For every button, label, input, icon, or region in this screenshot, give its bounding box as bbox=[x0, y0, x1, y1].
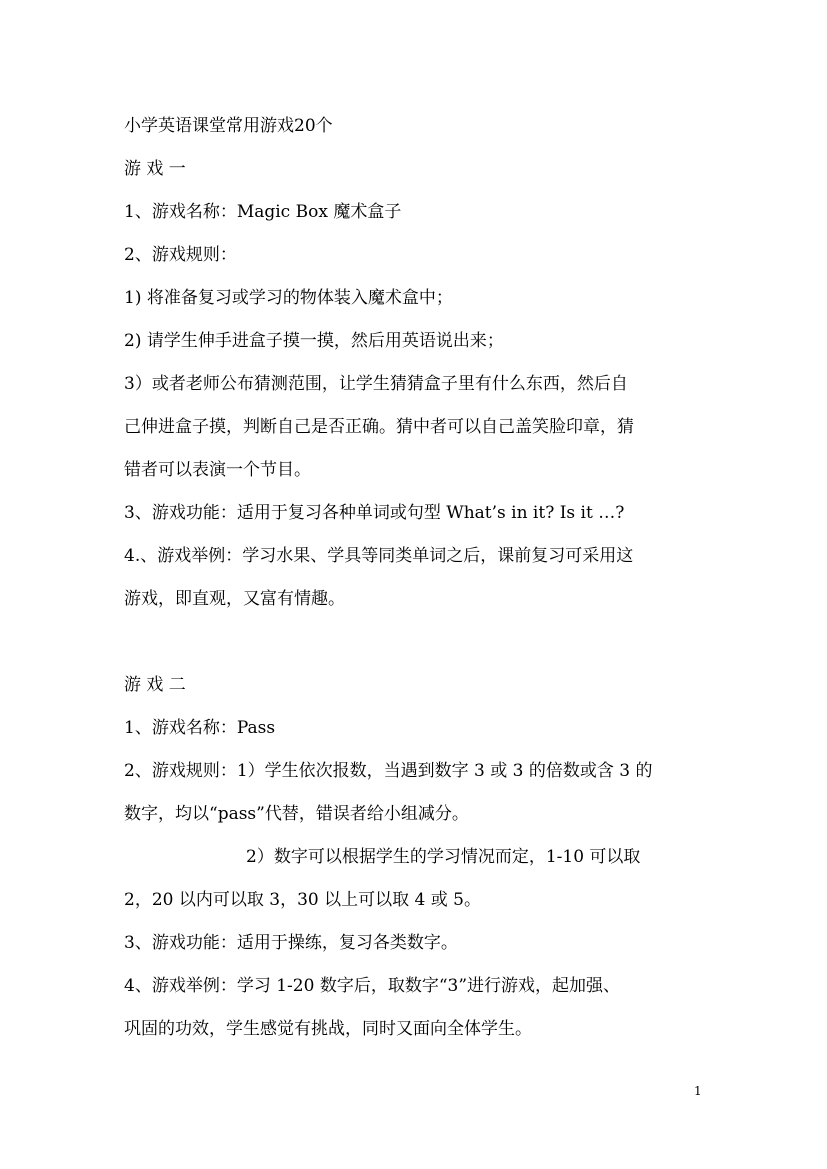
game2-function: 3、游戏功能：适用于操练，复习各类数字。 bbox=[124, 933, 458, 953]
game1-example-line-2: 游戏，即直观，又富有情趣。 bbox=[124, 589, 345, 609]
document-title: 小学英语课堂常用游戏20个 bbox=[124, 116, 333, 136]
game2-example-line-2: 巩固的功效，学生感觉有挑战，同时又面向全体学生。 bbox=[124, 1019, 532, 1039]
game1-rule-3-line-2: 己伸进盒子摸，判断自己是否正确。猜中者可以自己盖笑脸印章，猜 bbox=[124, 417, 634, 437]
game1-rule-3-line-1: 3）或者老师公布猜测范围，让学生猜猜盒子里有什么东西，然后自 bbox=[124, 374, 628, 394]
game2-heading: 游 戏 二 bbox=[124, 675, 186, 695]
game2-rules-line-4: 2，20 以内可以取 3，30 以上可以取 4 或 5。 bbox=[124, 890, 481, 910]
game2-example-line-1: 4、游戏举例：学习 1-20 数字后，取数字“3”进行游戏，起加强、 bbox=[124, 976, 621, 996]
game1-heading: 游 戏 一 bbox=[124, 159, 186, 179]
game1-rule-2: 2) 请学生伸手进盒子摸一摸，然后用英语说出来； bbox=[124, 331, 504, 351]
game1-rules-label: 2、游戏规则： bbox=[124, 245, 237, 265]
game1-name: 1、游戏名称：Magic Box 魔术盒子 bbox=[124, 202, 402, 222]
game1-example-line-1: 4.、游戏举例：学习水果、学具等同类单词之后，课前复习可采用这 bbox=[124, 546, 634, 566]
game2-rules-line-2: 数字，均以“pass”代替，错误者给小组减分。 bbox=[124, 804, 469, 824]
game2-rules-line-3: 2）数字可以根据学生的学习情况而定，1-10 可以取 bbox=[246, 847, 641, 867]
game2-name: 1、游戏名称：Pass bbox=[124, 718, 276, 738]
page-number: 1 bbox=[694, 1084, 702, 1098]
game1-rule-3-line-3: 错者可以表演一个节目。 bbox=[124, 460, 311, 480]
game2-rules-line-1: 2、游戏规则：1）学生依次报数，当遇到数字 3 或 3 的倍数或含 3 的 bbox=[124, 761, 653, 781]
game1-function: 3、游戏功能：适用于复习各种单词或句型 What’s in it? Is it …? bbox=[124, 503, 625, 523]
game1-rule-1: 1) 将准备复习或学习的物体装入魔术盒中； bbox=[124, 288, 453, 308]
